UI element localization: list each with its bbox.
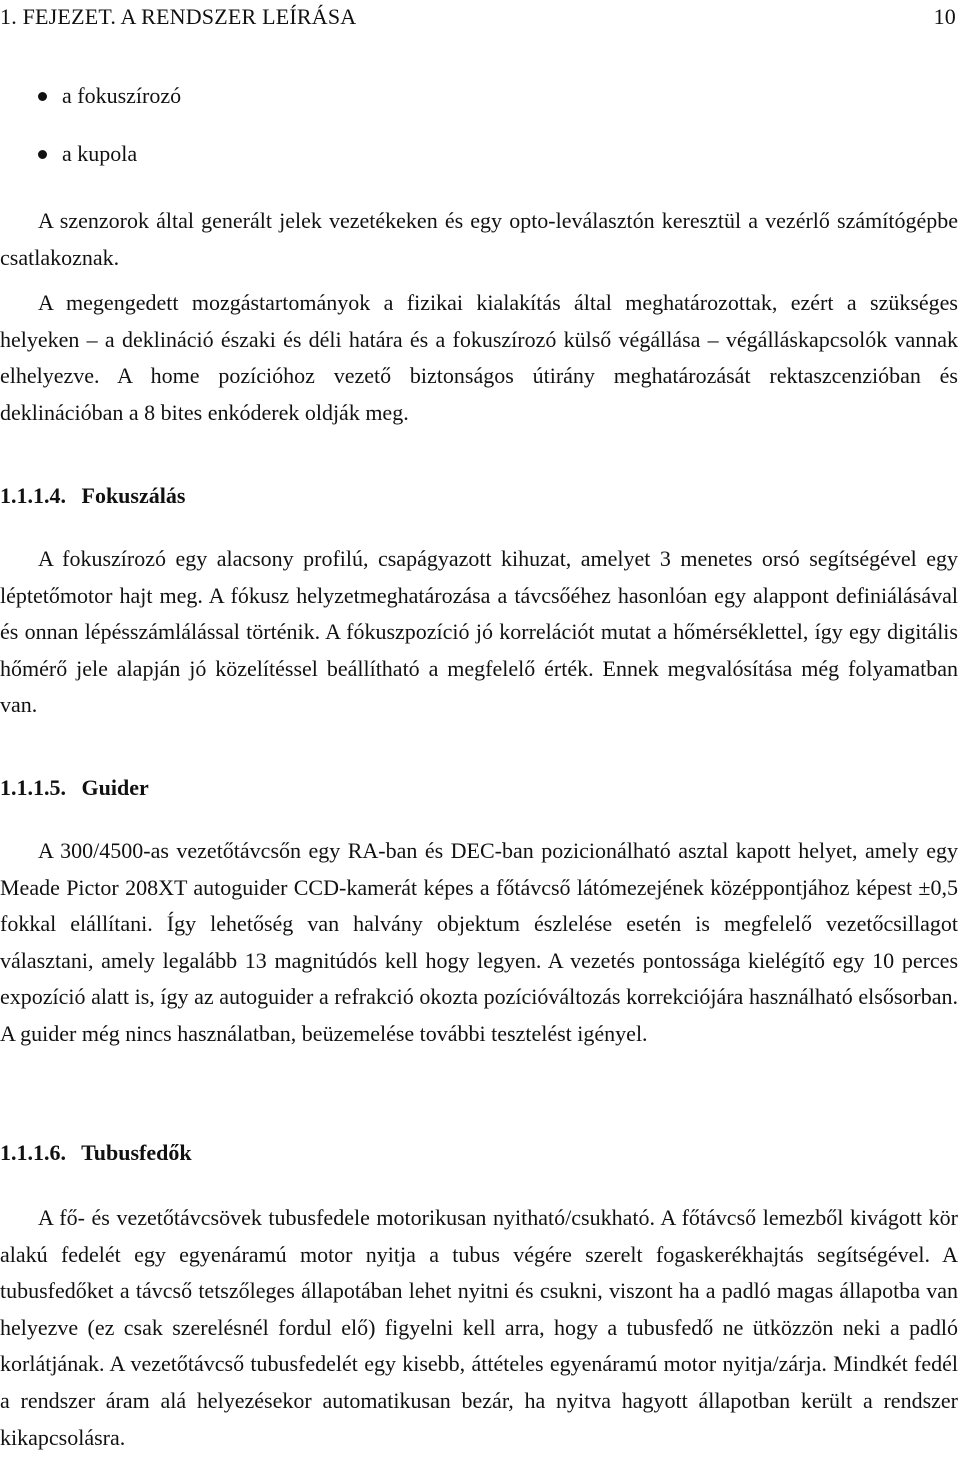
paragraph-sensors: A szenzorok által generált jelek vezetékeken és egy opto-leválasztón keresztül a vezérlő számítógépbe csatlakoznak. — [0, 208, 958, 270]
section-number: 1.1.1.4. — [0, 483, 66, 508]
list-item-text: a kupola — [62, 141, 138, 166]
list-item — [0, 138, 960, 196]
section-heading-fokuszalas — [0, 483, 185, 509]
running-header — [0, 4, 956, 34]
paragraph-focus: A fokuszírozó egy alacsony profilú, csapágyazott kihuzat, amelyet 3 menetes orsó segítségével egy léptetőmotor hajt meg. A fókusz helyzetmeghatározása a távcsőéhez hasonlóan egy alappont definiálásával és onnan lépésszámlálással történik. A fókuszpozíció jó korrelációt mutat a hőmérséklettel, így egy digitális hőmérő jele alapján jó közelítéssel beállítható a megfelelő érték. Ennek megvalósítása még folyamatban van. — [0, 546, 958, 718]
section-number: 1.1.1.6. — [0, 1140, 66, 1165]
bullet-icon — [38, 150, 47, 159]
section-title: Fokuszálás — [81, 483, 186, 508]
section-number: 1.1.1.5. — [0, 775, 66, 800]
section-title: Guider — [81, 775, 149, 800]
list-item-text: a fokuszírozó — [62, 83, 182, 108]
section-title: Tubusfedők — [81, 1140, 192, 1165]
chapter-title: 1. FEJEZET. A RENDSZER LEÍRÁSA — [0, 4, 357, 29]
paragraph-guider: A 300/4500-as vezetőtávcsőn egy RA-ban és DEC-ban pozicionálható asztal kapott helyet, amely egy Meade Pictor 208XT autoguider CCD-kamerát képes a főtávcső látómezejének középpontjához képest ±0,5 fokkal elállítani. Így lehetőség van halvány objektum észlelése esetén is megfelelő vezetőcsillagot választani, amely legalább 13 magnitúdós kell hogy legyen. A vezetés pontossága kielégítő egy 10 perces expozíció alatt is, így az autoguider a refrakció okozta pozícióváltozás korrekciójára használható elsősorban. A guider még nincs használatban, beüzemelése további tesztelést igényel. — [0, 838, 958, 1046]
paragraph-limits: A megengedett mozgástartományok a fizikai kialakítás által meghatározottak, ezért a szükséges helyeken – a deklináció északi és déli határa és a fokuszírozó külső végállása – végálláskapcsolók vannak elhelyezve. A home pozícióhoz vezető biztonságos útirány meghatározását rektaszcenzióban és deklinációban a 8 bites enkóderek oldják meg. — [0, 290, 958, 425]
section-heading-tubusfedok — [0, 1140, 192, 1166]
list-item — [0, 80, 960, 138]
page-number: 10 — [933, 4, 956, 29]
bullet-list — [0, 80, 960, 196]
paragraph-covers: A fő- és vezetőtávcsövek tubusfedele motorikusan nyitható/csukható. A főtávcső lemezből kivágott kör alakú fedelét egy egyenáramú motor nyitja a tubus végére szerelt fogaskerékhajtás segítségével. A tubusfedőket a távcső tetszőleges állapotában lehet nyitni és csukni, viszont ha a padló magas állapotba van helyezve (ez csak szerelésnél fordul elő) figyelni kell arra, hogy a tubusfedő ne ütközzön neki a padló korlátjának. A vezetőtávcső tubusfedelét egy kisebb, áttételes egyenáramú motor nyitja/zárja. Mindkét fedél a rendszer áram alá helyezésekor automatikusan bezár, ha nyitva hagyott állapotban került a rendszer kikapcsolásra. — [0, 1205, 958, 1450]
bullet-icon — [38, 92, 47, 101]
section-heading-guider — [0, 775, 149, 801]
